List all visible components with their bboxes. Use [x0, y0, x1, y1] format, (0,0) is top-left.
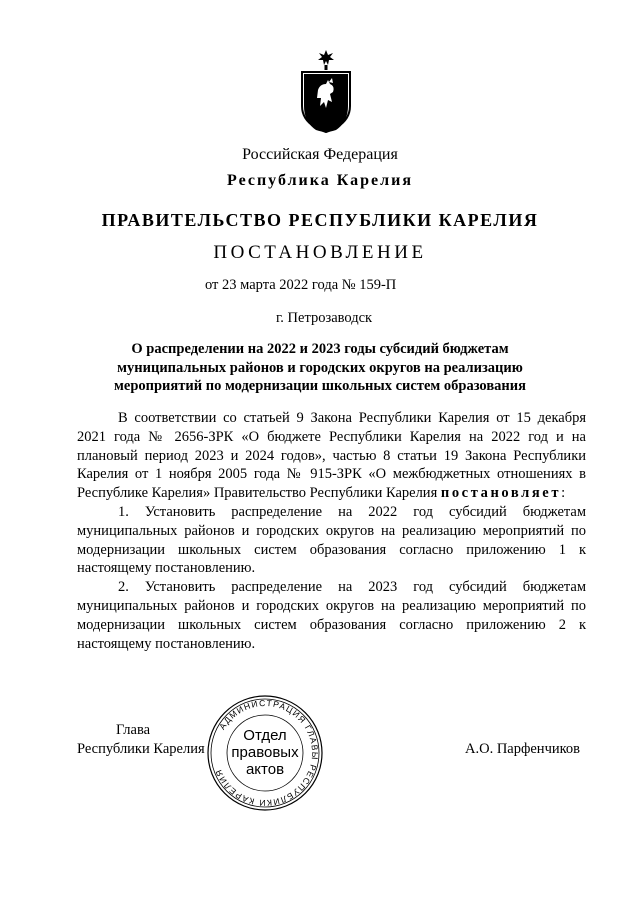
- stamp-line-2: правовых: [231, 744, 299, 761]
- preamble-text: В соответствии со статьей 9 Закона Республики Карелия от 15 декабря 2021 года № 2656-ЗРК «О бюджете Республики Карелия на 2022 год и на плановый период 2023 и 2024 годов», частью 8 статьи 19 Закона Республики Карелия от 1 ноября 2005 года № 915-ЗРК «О межбюджетных отношениях в Республике Карелия» Правительство Республики Карелия: [77, 410, 586, 502]
- stamp-line-3: актов: [245, 761, 285, 778]
- signatory-name: А.О. Парфенчиков: [465, 741, 581, 757]
- signature-region: Республики Карелия: [77, 741, 205, 757]
- stamp-line-1: Отдел: [243, 727, 287, 744]
- department-stamp-icon: [199, 693, 331, 813]
- stamp-ring-text: АДМИНИСТРАЦИЯ ГЛАВЫ РЕСПУБЛИКИ КАРЕЛИЯ: [212, 697, 321, 809]
- republic-name: Республика Карелия: [227, 172, 413, 189]
- document-body: [77, 409, 586, 653]
- subject-line-2: муниципальных районов и городских округов на реализацию: [117, 359, 523, 376]
- decrees-word: постановляет: [440, 485, 562, 502]
- government-title: ПРАВИТЕЛЬСТВО РЕСПУБЛИКИ КАРЕЛИЯ: [101, 210, 539, 230]
- karelia-coat-of-arms-icon: [296, 48, 356, 134]
- document-type: ПОСТАНОВЛЕНИЕ: [213, 242, 427, 263]
- preamble-paragraph: [77, 409, 586, 503]
- subject-line-3: мероприятий по модернизации школьных систем образования: [114, 378, 526, 394]
- country-name: Российская Федерация: [242, 146, 398, 163]
- signature-title: Глава: [116, 722, 151, 738]
- subject-line-1: О распределении на 2022 и 2023 годы субсидий бюджетам: [131, 341, 509, 357]
- item-2-paragraph: 2. Установить распределение на 2023 год субсидий бюджетам муниципальных районов и городских округов на реализацию мероприятий по модернизации школьных систем образования согласно приложению 2 к настоящему постановлению.: [77, 579, 586, 652]
- decrees-colon: :: [561, 485, 566, 502]
- item-1-paragraph: 1. Установить распределение на 2022 год субсидий бюджетам муниципальных районов и городских округов на реализацию мероприятий по модернизации школьных систем образования согласно приложению 1 к настоящему постановлению.: [77, 503, 586, 577]
- document-subject: [90, 340, 550, 396]
- date-number-line: от 23 марта 2022 года № 159-П: [205, 277, 397, 293]
- city-line: г. Петрозаводск: [276, 310, 373, 326]
